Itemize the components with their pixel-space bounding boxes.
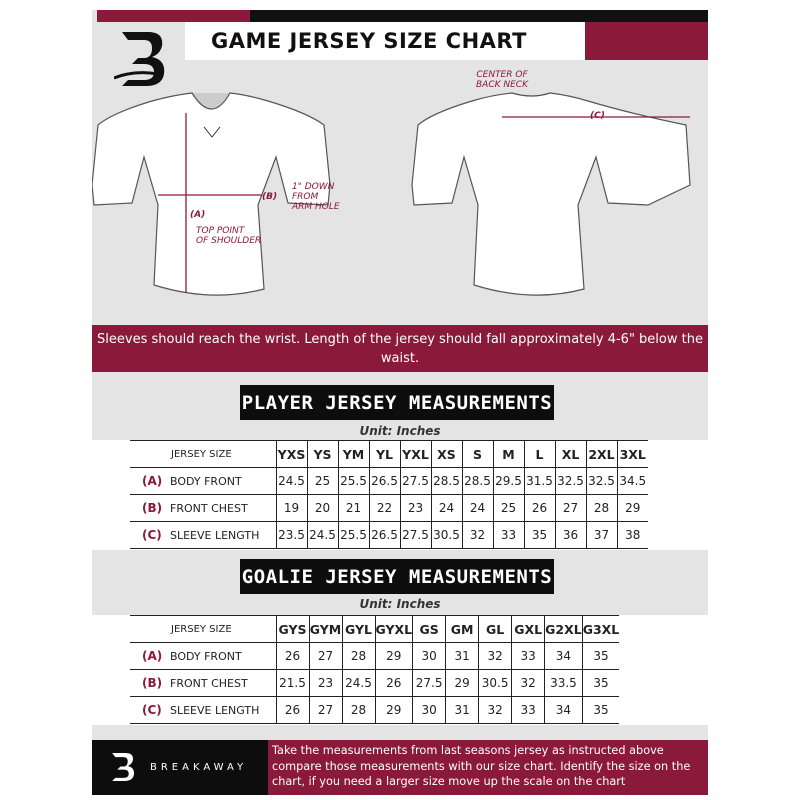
measurement-cell: 38 bbox=[617, 522, 648, 549]
measurement-cell: 20 bbox=[307, 495, 338, 522]
measurement-cell: 28.5 bbox=[462, 468, 493, 495]
measurement-cell: 36 bbox=[555, 522, 586, 549]
row-label-text: BODY FRONT bbox=[170, 650, 242, 663]
size-header-cell: S bbox=[462, 441, 493, 468]
row-label bbox=[130, 468, 276, 495]
size-header-cell: YL bbox=[369, 441, 400, 468]
measurement-cell: 32.5 bbox=[555, 468, 586, 495]
row-label-text: SLEEVE LENGTH bbox=[170, 529, 260, 542]
measurement-cell: 24 bbox=[462, 495, 493, 522]
measurement-cell: 28 bbox=[342, 643, 375, 670]
measurement-cell: 24.5 bbox=[342, 670, 375, 697]
goalie-size-table bbox=[130, 615, 619, 724]
measurement-cell: 21.5 bbox=[276, 670, 309, 697]
measurement-cell: 27.5 bbox=[400, 468, 431, 495]
fit-note: Sleeves should reach the wrist. Length of the jersey should fall approximately 4-6" below the waist. bbox=[92, 325, 708, 372]
size-header-cell: GYL bbox=[342, 616, 375, 643]
size-header-cell: 2XL bbox=[586, 441, 617, 468]
size-header-cell: GL bbox=[479, 616, 512, 643]
size-header-cell: G2XL bbox=[545, 616, 583, 643]
center-back-neck-label: CENTER OF BACK NECK bbox=[476, 70, 528, 90]
size-chart-sheet bbox=[92, 10, 708, 795]
label-c: (C) bbox=[590, 111, 605, 121]
measurement-cell: 27 bbox=[555, 495, 586, 522]
measurement-cell: 31.5 bbox=[524, 468, 555, 495]
measurement-cell: 27 bbox=[309, 643, 342, 670]
measurement-cell: 24 bbox=[431, 495, 462, 522]
size-header-cell: XS bbox=[431, 441, 462, 468]
row-letter: (B) bbox=[142, 501, 163, 515]
measurement-cell: 33 bbox=[512, 643, 545, 670]
measurement-cell: 27.5 bbox=[400, 522, 431, 549]
measurement-cell: 25 bbox=[493, 495, 524, 522]
size-header-cell: YM bbox=[338, 441, 369, 468]
footer-instructions: Take the measurements from last seasons jersey as instructed above compare those measurements with our size chart. Identify the size on the chart, if you need a larger size move up the scale on the chart bbox=[268, 740, 708, 795]
measurement-cell: 30.5 bbox=[479, 670, 512, 697]
footer-logo-icon bbox=[108, 752, 136, 782]
measurement-cell: 34 bbox=[545, 697, 583, 724]
player-size-table bbox=[130, 440, 648, 549]
measurement-cell: 35 bbox=[582, 670, 619, 697]
measurement-cell: 33.5 bbox=[545, 670, 583, 697]
size-header-cell: XL bbox=[555, 441, 586, 468]
measurement-cell: 37 bbox=[586, 522, 617, 549]
measurement-cell: 32 bbox=[479, 643, 512, 670]
goalie-table-area bbox=[92, 615, 708, 725]
row-label bbox=[130, 670, 276, 697]
measurement-cell: 33 bbox=[493, 522, 524, 549]
player-table-area bbox=[92, 440, 708, 550]
measurement-cell: 26 bbox=[276, 643, 309, 670]
table-row bbox=[130, 495, 648, 522]
measurement-cell: 24.5 bbox=[276, 468, 307, 495]
row-label bbox=[130, 495, 276, 522]
measurement-cell: 32.5 bbox=[586, 468, 617, 495]
table-row bbox=[130, 697, 619, 724]
measurement-cell: 19 bbox=[276, 495, 307, 522]
measurement-cell: 27.5 bbox=[413, 670, 446, 697]
size-header-cell: GYM bbox=[309, 616, 342, 643]
measurement-cell: 27 bbox=[309, 697, 342, 724]
measurement-cell: 32 bbox=[512, 670, 545, 697]
goalie-section-title: GOALIE JERSEY MEASUREMENTS bbox=[240, 559, 554, 594]
measurement-cell: 22 bbox=[369, 495, 400, 522]
measurement-cell: 28 bbox=[342, 697, 375, 724]
measurement-cell: 33 bbox=[512, 697, 545, 724]
label-b: (B) bbox=[262, 192, 278, 202]
size-header-cell: YXS bbox=[276, 441, 307, 468]
size-header-cell: L bbox=[524, 441, 555, 468]
player-unit-label: Unit: Inches bbox=[359, 424, 441, 438]
row-letter: (B) bbox=[142, 676, 163, 690]
table-row bbox=[130, 643, 619, 670]
player-section-title: PLAYER JERSEY MEASUREMENTS bbox=[240, 385, 554, 420]
row-label bbox=[130, 643, 276, 670]
size-header-cell: YXL bbox=[400, 441, 431, 468]
size-header-cell: G3XL bbox=[582, 616, 619, 643]
size-header-row bbox=[130, 616, 619, 643]
measurement-cell: 29 bbox=[375, 697, 413, 724]
size-header-cell: GS bbox=[413, 616, 446, 643]
title-accent-block bbox=[585, 22, 708, 60]
measurement-cell: 31 bbox=[446, 643, 479, 670]
measurement-cell: 35 bbox=[524, 522, 555, 549]
size-header-cell: GYS bbox=[276, 616, 309, 643]
measurement-cell: 25.5 bbox=[338, 522, 369, 549]
measurement-cell: 28.5 bbox=[431, 468, 462, 495]
size-header-cell: GXL bbox=[512, 616, 545, 643]
measurement-cell: 32 bbox=[479, 697, 512, 724]
measurement-cell: 25.5 bbox=[338, 468, 369, 495]
row-letter: (A) bbox=[142, 649, 163, 663]
measurement-cell: 30.5 bbox=[431, 522, 462, 549]
measurement-cell: 30 bbox=[413, 697, 446, 724]
row-label-text: BODY FRONT bbox=[170, 475, 242, 488]
measurement-cell: 26 bbox=[524, 495, 555, 522]
measurement-cell: 25 bbox=[307, 468, 338, 495]
brand-name: BREAKAWAY bbox=[150, 762, 248, 773]
row-letter: (C) bbox=[142, 528, 162, 542]
goalie-unit-label: Unit: Inches bbox=[359, 597, 441, 611]
measurement-cell: 23 bbox=[400, 495, 431, 522]
size-header-cell: M bbox=[493, 441, 524, 468]
row-label-text: FRONT CHEST bbox=[170, 502, 248, 515]
size-header-cell: YS bbox=[307, 441, 338, 468]
measurement-cell: 32 bbox=[462, 522, 493, 549]
label-b-description: 1" DOWN FROM ARM HOLE bbox=[292, 182, 340, 212]
jersey-size-header: JERSEY SIZE bbox=[130, 441, 276, 468]
measurement-cell: 21 bbox=[338, 495, 369, 522]
measurement-cell: 29 bbox=[375, 643, 413, 670]
size-header-row bbox=[130, 441, 648, 468]
measurement-cell: 34 bbox=[545, 643, 583, 670]
measurement-cell: 29 bbox=[617, 495, 648, 522]
row-letter: (C) bbox=[142, 703, 162, 717]
measurement-cell: 30 bbox=[413, 643, 446, 670]
top-dark-bar bbox=[250, 10, 708, 22]
top-accent-bar bbox=[97, 10, 250, 22]
measurement-cell: 26 bbox=[276, 697, 309, 724]
label-a: (A) bbox=[190, 210, 206, 220]
size-header-cell: 3XL bbox=[617, 441, 648, 468]
jersey-size-header: JERSEY SIZE bbox=[130, 616, 276, 643]
measurement-cell: 23 bbox=[309, 670, 342, 697]
measurement-cell: 29 bbox=[446, 670, 479, 697]
measurement-cell: 35 bbox=[582, 697, 619, 724]
table-row bbox=[130, 468, 648, 495]
measurement-cell: 24.5 bbox=[307, 522, 338, 549]
size-header-cell: GM bbox=[446, 616, 479, 643]
label-a-description: TOP POINT OF SHOULDER bbox=[196, 226, 262, 246]
page-title: GAME JERSEY SIZE CHART bbox=[185, 22, 585, 60]
row-letter: (A) bbox=[142, 474, 163, 488]
jersey-diagram bbox=[92, 65, 708, 310]
table-row bbox=[130, 670, 619, 697]
row-label-text: FRONT CHEST bbox=[170, 677, 248, 690]
measurement-cell: 34.5 bbox=[617, 468, 648, 495]
measurement-cell: 29.5 bbox=[493, 468, 524, 495]
measurement-cell: 31 bbox=[446, 697, 479, 724]
measurement-cell: 35 bbox=[582, 643, 619, 670]
row-label bbox=[130, 522, 276, 549]
measurement-cell: 26.5 bbox=[369, 468, 400, 495]
row-label-text: SLEEVE LENGTH bbox=[170, 704, 260, 717]
row-label bbox=[130, 697, 276, 724]
size-header-cell: GYXL bbox=[375, 616, 413, 643]
measurement-cell: 28 bbox=[586, 495, 617, 522]
table-row bbox=[130, 522, 648, 549]
measurement-cell: 26 bbox=[375, 670, 413, 697]
measurement-cell: 23.5 bbox=[276, 522, 307, 549]
measurement-cell: 26.5 bbox=[369, 522, 400, 549]
